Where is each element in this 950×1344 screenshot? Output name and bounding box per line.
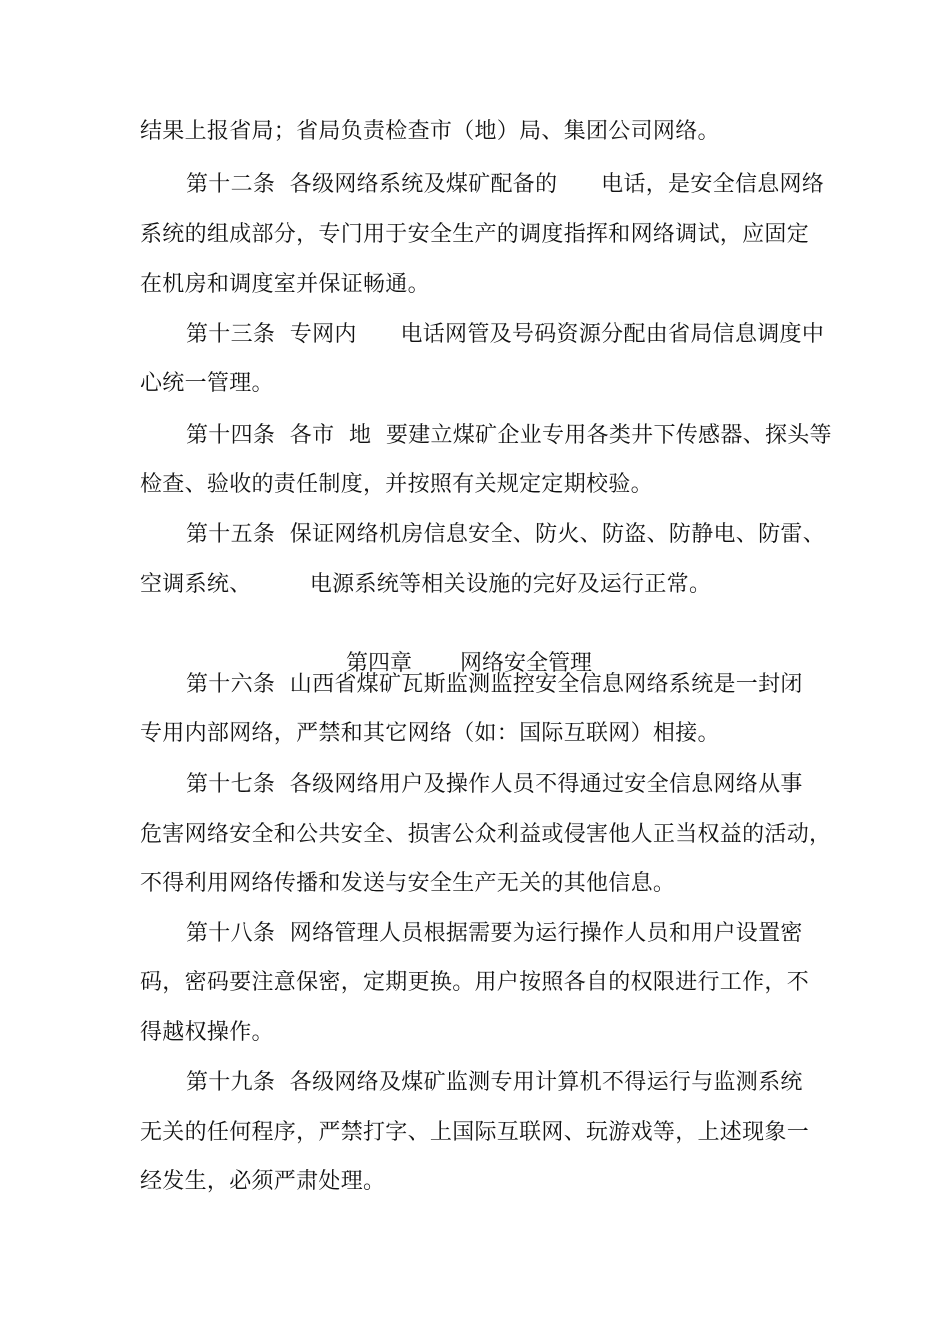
article-13-line-2: 心统一管理。: [140, 371, 274, 396]
article-14-line-1: 第十四条 各市 地 要建立煤矿企业专用各类井下传感器、探头等: [186, 423, 832, 448]
article-17-line-1: 第十七条 各级网络用户及操作人员不得通过安全信息网络从事: [186, 772, 803, 797]
article-18-line-3: 得越权操作。: [140, 1020, 274, 1045]
article-17-line-2: 危害网络安全和公共安全、损害公众利益或侵害他人正当权益的活动，: [140, 822, 832, 847]
article-12-line-3: 在机房和调度室并保证畅通。: [140, 272, 430, 297]
article-19-line-3: 经发生，必须严肃处理。: [140, 1169, 386, 1194]
article-16-line-2: 专用内部网络，严禁和其它网络（如：国际互联网）相接。: [140, 721, 720, 746]
article-12-line-2: 系统的组成部分，专门用于安全生产的调度指挥和网络调试，应固定: [140, 222, 810, 247]
chapter-title: 网络安全管理: [460, 651, 593, 676]
article-19-line-2: 无关的任何程序，严禁打字、上国际互联网、玩游戏等，上述现象一: [140, 1120, 810, 1145]
article-14-line-2: 检查、验收的责任制度，并按照有关规定定期校验。: [140, 472, 653, 497]
article-15-line-1: 第十五条 保证网络机房信息安全、防火、防盗、防静电、防雷、: [186, 522, 825, 547]
article-13-line-1: 第十三条 专网内 电话网管及号码资源分配由省局信息调度中: [186, 322, 825, 347]
article-18-line-1: 第十八条 网络管理人员根据需要为运行操作人员和用户设置密: [186, 921, 803, 946]
article-16-line-1: 第十六条 山西省煤矿瓦斯监测监控安全信息网络系统是一封闭: [186, 672, 803, 697]
article-12-line-1: 第十二条 各级网络系统及煤矿配备的 电话，是安全信息网络: [186, 172, 825, 197]
article-19-line-1: 第十九条 各级网络及煤矿监测专用计算机不得运行与监测系统: [186, 1070, 803, 1095]
chapter-number: 第四章: [345, 651, 412, 676]
text-line: 结果上报省局；省局负责检查市（地）局、集团公司网络。: [140, 119, 720, 144]
article-17-line-3: 不得利用网络传播和发送与安全生产无关的其他信息。: [140, 871, 676, 896]
article-18-line-2: 码，密码要注意保密，定期更换。用户按照各自的权限进行工作，不: [140, 970, 810, 995]
article-15-line-2: 空调系统、 电源系统等相关设施的完好及运行正常。: [140, 572, 712, 597]
